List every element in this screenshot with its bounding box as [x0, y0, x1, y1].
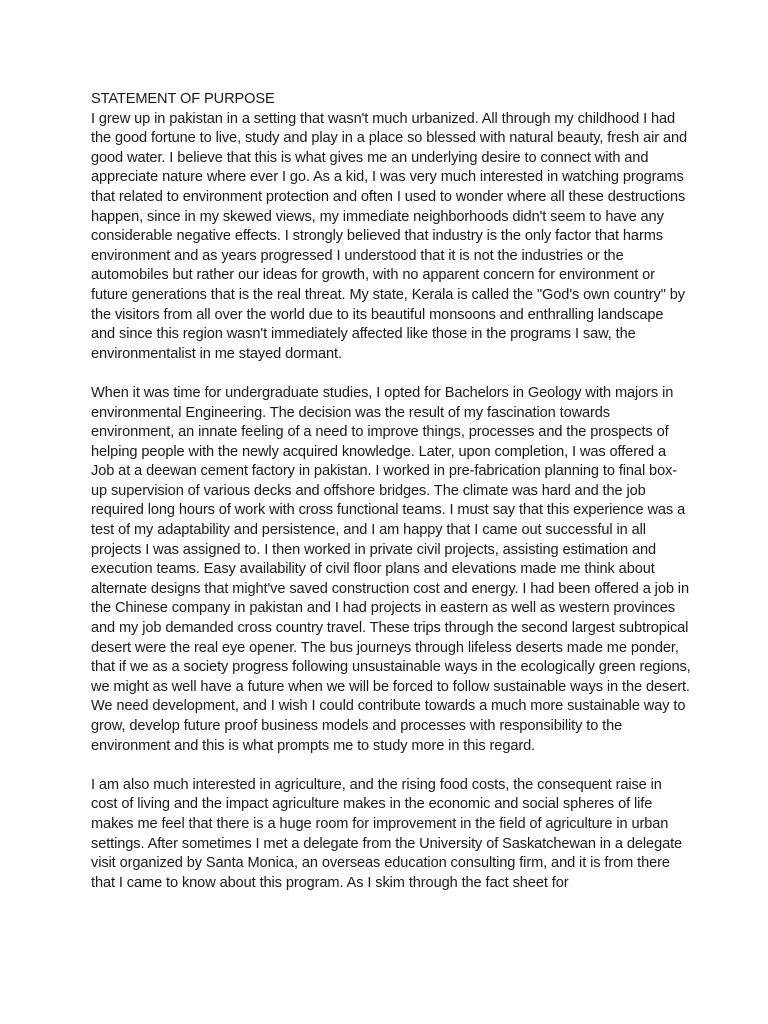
paragraph-undergraduate: When it was time for undergraduate studies, I opted for Bachelors in Geology with majors in environmental Engineering. The decision was the result of my fascination towards environment, an innate feeling of a need to improve things, processes and the prospects of helping people with the newly acquired knowledge. Later, upon completion, I was offered a Job at a deewan cement factory in pakistan. I worked in pre-fabrication planning to final box-up supervision of various decks and offshore bridges. The climate was hard and the job required long hours of work with cross functional teams. I must say that this experience was a test of my adaptability and persistence, and I am happy that I came out successful in all projects I was assigned to. I then worked in private civil projects, assisting estimation and execution teams. Easy availability of civil floor plans and elevations made me think about alternate designs that might've saved construction cost and energy. I had been offered a job in the Chinese company in pakistan and I had projects in eastern as well as western provinces and my job demanded cross country travel. These trips through the second largest subtropical desert were the real eye opener. The bus journeys through lifeless deserts made me ponder, that if we as a society progress following unsustainable ways in the ecologically green regions, we might as well have a future when we will be forced to follow sustainable ways in the desert. We need development, and I wish I could contribute towards a much more sustainable way to grow, develop future proof business models and processes with responsibility to the environment and this is what prompts me to study more in this regard. — [91, 384, 691, 754]
document-body — [91, 90, 691, 913]
paragraph-agriculture: I am also much interested in agriculture, and the rising food costs, the consequent raise in cost of living and the impact agriculture makes in the economic and social spheres of life makes me feel that there is a huge room for improvement in the field of agriculture in urban settings. After sometimes I met a delegate from the University of Saskatchewan in a delegate visit organized by Santa Monica, an overseas education consulting firm, and it is from there that I came to know about this program. As I skim through the fact sheet for — [91, 776, 683, 891]
paragraph-childhood: I grew up in pakistan in a setting that wasn't much urbanized. All through my childhood I had the good fortune to live, study and play in a place so blessed with natural beauty, fresh air and good water. I believe that this is what gives me an underlying desire to connect with and appreciate nature where ever I go. As a kid, I was very much interested in watching programs that related to environment protection and often I used to wonder where all these destructions happen, since in my skewed views, my immediate neighborhoods didn't seem to have any considerable negative effects. I strongly believed that industry is the only factor that harms environment and as years progressed I understood that it is not the industries or the automobiles but rather our ideas for growth, with no apparent concern for environment or future generations that is the real threat. My state, Kerala is called the "God's own country" by the visitors from all over the world due to its beautiful monsoons and enthralling landscape and since this region wasn't immediately affected like those in the programs I saw, the environmentalist in me stayed dormant. — [91, 110, 688, 362]
document-title: STATEMENT OF PURPOSE — [91, 91, 275, 107]
